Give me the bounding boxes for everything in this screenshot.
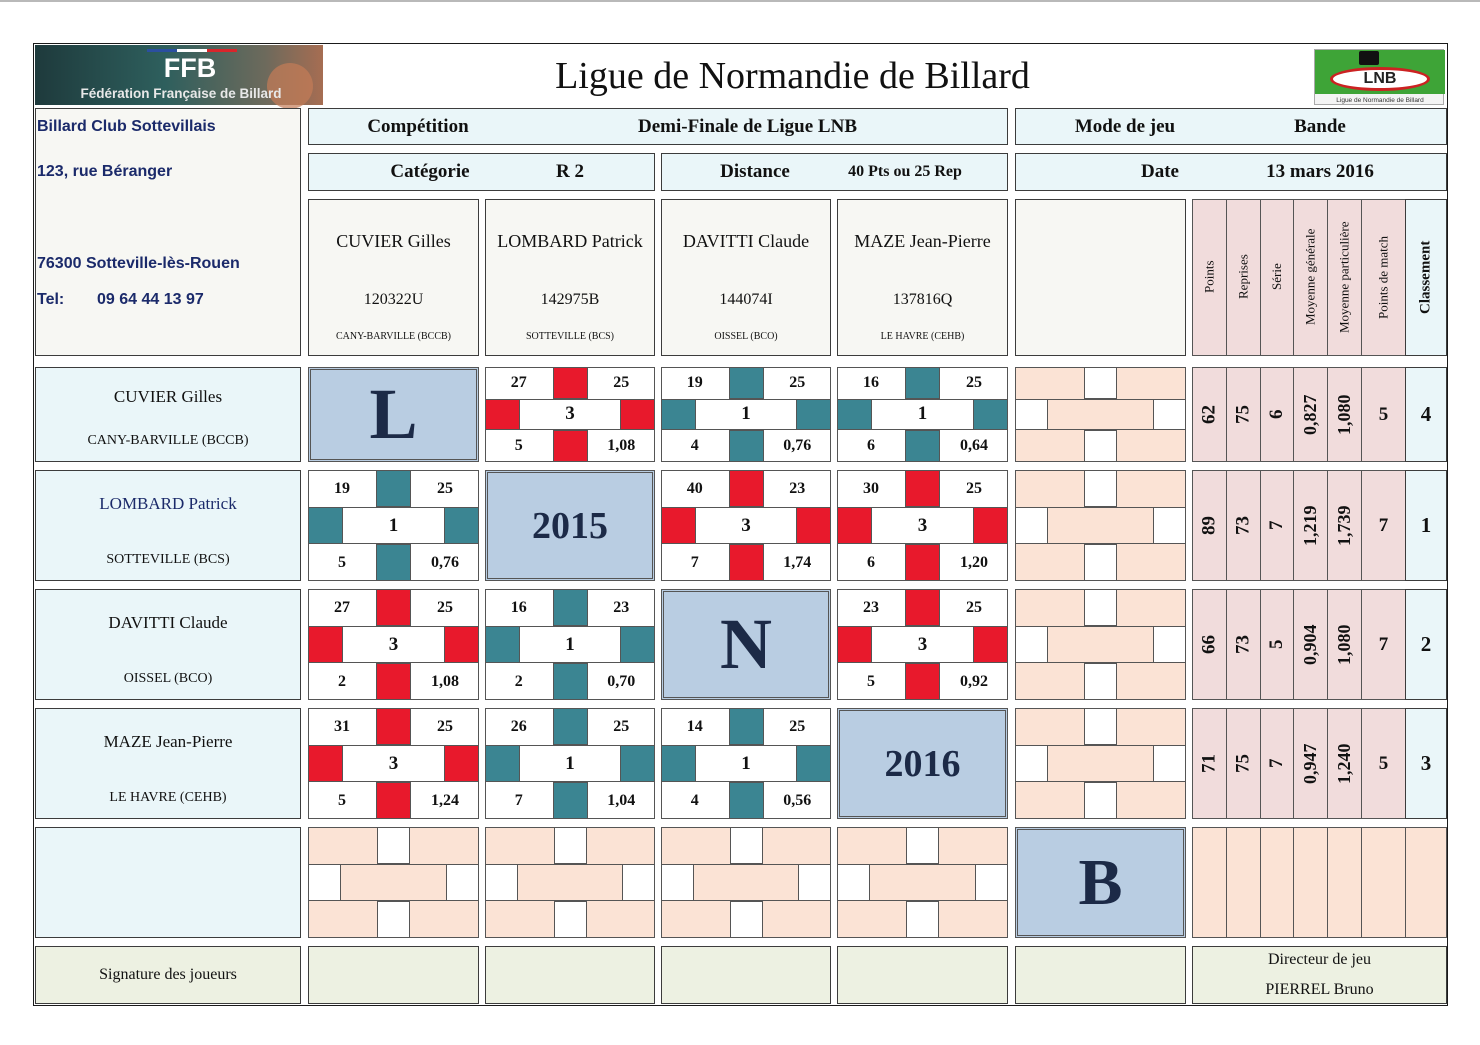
match-color-square — [729, 544, 764, 581]
match-moyenne: 0,64 — [960, 437, 988, 455]
page-title: Ligue de Normandie de Billard — [555, 55, 1030, 97]
match-color-square — [553, 663, 588, 700]
match-moyenne: 1,74 — [783, 553, 812, 571]
match-moyenne: 0,76 — [431, 553, 459, 571]
player-header-club: CANY-BARVILLE (BCCB) — [335, 330, 452, 342]
distance-label: Distance — [720, 161, 790, 182]
match-points: 14 — [686, 717, 703, 735]
top-rule — [0, 0, 1480, 2]
diagonal-marker: 2015 — [485, 470, 655, 581]
empty-peach-cell-square — [730, 901, 763, 938]
stat-reprises: 75 — [1232, 754, 1254, 773]
stat-header-points-de-match: Points de match — [1375, 235, 1391, 319]
match-reprises: 25 — [966, 479, 982, 497]
match-serie: 6 — [867, 437, 875, 455]
match-serie: 7 — [514, 791, 523, 809]
player-header-name: MAZE Jean-Pierre — [854, 230, 991, 251]
stat-serie: 7 — [1266, 758, 1287, 769]
stat-classement: 1 — [1420, 513, 1432, 537]
stat-points: 62 — [1198, 405, 1220, 424]
empty-peach-cell-square — [1084, 663, 1117, 700]
match-color-square — [905, 544, 940, 581]
stat-points-de-match: 7 — [1378, 514, 1389, 536]
stat-empty-cell — [1293, 827, 1328, 938]
empty-peach-cell-square — [1084, 708, 1117, 745]
match-serie: 5 — [338, 791, 346, 809]
match-reprises: 25 — [966, 598, 982, 616]
match-reprises: 25 — [613, 373, 630, 391]
match-color-square — [905, 589, 940, 626]
stat-classement: 3 — [1420, 751, 1432, 775]
empty-peach-cell-square — [377, 827, 410, 864]
empty-peach-cell-square — [906, 901, 939, 938]
stat-header-points: Points — [1201, 260, 1217, 294]
match-moyenne: 0,92 — [960, 672, 988, 690]
match-points: 27 — [334, 598, 350, 616]
director-name: PIERREL Bruno — [1265, 981, 1374, 998]
stat-moyenne-generale: 0,827 — [1300, 394, 1320, 435]
signature-label: Signature des joueurs — [99, 966, 237, 983]
competition-value: Demi-Finale de Ligue LNB — [637, 115, 858, 137]
match-color-square — [376, 589, 411, 626]
match-reprises: 23 — [789, 479, 806, 497]
match-serie: 4 — [690, 437, 699, 455]
stat-points: 89 — [1198, 516, 1220, 535]
player-header-club: OISSEL (BCO) — [714, 330, 778, 342]
match-points: 26 — [510, 717, 527, 735]
match-points: 19 — [334, 479, 350, 497]
match-moyenne: 0,56 — [783, 791, 812, 809]
club-box — [35, 108, 301, 356]
empty-peach-cell-square — [554, 901, 587, 938]
match-color-square — [729, 708, 764, 745]
empty-peach-cell-line — [661, 864, 831, 901]
director-label: Directeur de jeu — [1267, 951, 1372, 968]
signature-box[interactable] — [1015, 946, 1186, 1004]
stat-empty-cell — [1260, 827, 1294, 938]
ffb-logo-subtitle: Fédération Française de Billard — [80, 85, 282, 101]
match-points-de-match: 3 — [388, 752, 399, 774]
match-color-square — [376, 470, 411, 507]
lnb-logo-acronym: LNB — [1363, 70, 1397, 87]
mode-label: Mode de jeu — [1074, 115, 1176, 137]
stat-reprises: 73 — [1232, 635, 1254, 654]
match-points: 27 — [510, 373, 527, 391]
stat-points-de-match: 5 — [1378, 403, 1389, 425]
match-serie: 6 — [867, 553, 875, 571]
player-header-license: 144074I — [719, 291, 773, 308]
stat-moyenne-generale: 0,947 — [1300, 743, 1320, 784]
player-header-name: CUVIER Gilles — [336, 230, 451, 251]
match-serie: 5 — [867, 672, 875, 690]
signature-box[interactable] — [485, 946, 655, 1004]
empty-peach-cell-square — [1084, 430, 1117, 462]
empty-peach-cell-square — [554, 827, 587, 864]
match-color-square — [905, 367, 940, 399]
stat-classement: 4 — [1420, 402, 1432, 426]
match-points-de-match: 1 — [917, 403, 928, 425]
empty-peach-cell-square — [377, 901, 410, 938]
player-header-name: LOMBARD Patrick — [497, 230, 643, 251]
match-serie: 2 — [338, 672, 346, 690]
signature-box[interactable] — [308, 946, 479, 1004]
match-points: 40 — [686, 479, 703, 497]
empty-peach-cell-line — [1015, 626, 1186, 663]
player-header-license: 120322U — [363, 291, 424, 308]
player-header-club: LE HAVRE (CEHB) — [880, 330, 965, 342]
match-color-square — [553, 430, 588, 462]
stat-moyenne-particuliere: 1,080 — [1334, 624, 1354, 665]
stat-moyenne-generale: 0,904 — [1300, 624, 1320, 665]
row-player-club: CANY-BARVILLE (BCCB) — [87, 433, 249, 448]
row-player-name: DAVITTI Claude — [108, 613, 228, 632]
stat-empty-cell — [1192, 827, 1227, 938]
signature-box[interactable] — [661, 946, 831, 1004]
stat-empty-cell — [1405, 827, 1447, 938]
match-color-square — [729, 782, 764, 819]
empty-peach-cell-square — [1084, 470, 1117, 507]
club-street: 123, rue Béranger — [37, 163, 173, 180]
match-serie: 4 — [690, 791, 699, 809]
competition-label: Compétition — [367, 115, 469, 137]
club-tel: 09 64 44 13 97 — [97, 291, 204, 308]
empty-peach-cell-square — [1084, 589, 1117, 626]
match-color-square — [376, 544, 411, 581]
signature-box[interactable] — [837, 946, 1008, 1004]
row-player-name: LOMBARD Patrick — [99, 494, 237, 513]
match-points-de-match: 1 — [741, 752, 751, 774]
stat-reprises: 73 — [1232, 516, 1254, 535]
match-color-square — [376, 708, 411, 745]
empty-peach-cell-line — [1015, 745, 1186, 782]
category-label: Catégorie — [390, 161, 470, 182]
match-color-square — [553, 708, 588, 745]
match-points-de-match: 1 — [565, 633, 575, 655]
empty-peach-cell-square — [1084, 544, 1117, 581]
stat-moyenne-particuliere: 1,080 — [1334, 394, 1354, 435]
row-player-club: OISSEL (BCO) — [123, 671, 213, 686]
stat-header-reprises: Reprises — [1235, 254, 1251, 300]
player-header-empty — [1015, 199, 1186, 356]
match-reprises: 25 — [437, 479, 453, 497]
match-moyenne: 1,04 — [607, 791, 636, 809]
match-reprises: 25 — [437, 598, 453, 616]
stat-moyenne-generale: 1,219 — [1300, 505, 1320, 546]
match-color-square — [553, 589, 588, 626]
match-reprises: 25 — [613, 717, 630, 735]
match-points-de-match: 3 — [741, 514, 751, 536]
match-points: 16 — [863, 373, 879, 391]
ffb-logo — [35, 45, 323, 105]
match-color-square — [553, 782, 588, 819]
row-player-club: SOTTEVILLE (BCS) — [106, 552, 230, 567]
match-points-de-match: 1 — [741, 403, 751, 425]
stat-points-de-match: 7 — [1378, 633, 1389, 655]
stat-serie: 7 — [1266, 520, 1287, 531]
match-points: 19 — [686, 373, 703, 391]
player-header-license: 137816Q — [892, 291, 953, 308]
stat-empty-cell — [1327, 827, 1362, 938]
match-color-square — [905, 430, 940, 462]
match-color-square — [729, 367, 764, 399]
category-value: R 2 — [556, 161, 584, 182]
stat-moyenne-particuliere: 1,240 — [1334, 743, 1354, 784]
distance-value: 40 Pts ou 25 Rep — [848, 163, 962, 180]
row-player-name: MAZE Jean-Pierre — [103, 732, 233, 751]
stat-reprises: 75 — [1232, 405, 1254, 424]
stat-points-de-match: 5 — [1378, 752, 1389, 774]
stat-empty-cell — [1226, 827, 1261, 938]
match-moyenne: 1,20 — [960, 553, 988, 571]
lnb-logo — [1314, 49, 1444, 105]
diagonal-marker: N — [661, 589, 831, 700]
empty-peach-cell-square — [730, 827, 763, 864]
empty-peach-cell-line — [1015, 507, 1186, 544]
stat-classement: 2 — [1420, 632, 1432, 656]
match-color-square — [553, 367, 588, 399]
empty-peach-cell-line — [1015, 399, 1186, 431]
match-serie: 2 — [514, 672, 523, 690]
match-points-de-match: 3 — [388, 633, 399, 655]
match-moyenne: 1,24 — [431, 791, 459, 809]
stat-points: 66 — [1198, 635, 1220, 654]
match-color-square — [376, 782, 411, 819]
lnb-logo-subtitle: Ligue de Normandie de Billard — [1336, 96, 1424, 104]
match-points-de-match: 1 — [565, 752, 575, 774]
match-points-de-match: 3 — [565, 403, 575, 425]
stat-header-serie: Série — [1269, 263, 1284, 291]
date-label: Date — [1141, 161, 1179, 182]
stat-serie: 5 — [1266, 639, 1287, 650]
player-header-license: 142975B — [540, 291, 600, 308]
match-points: 31 — [334, 717, 350, 735]
club-name: Billard Club Sottevillais — [37, 118, 216, 135]
diagonal-marker: B — [1015, 827, 1186, 938]
stat-points: 71 — [1198, 754, 1220, 773]
stat-header-classement: Classement — [1417, 240, 1434, 314]
player-header-club: SOTTEVILLE (BCS) — [525, 330, 615, 342]
match-points: 30 — [863, 479, 879, 497]
stat-header-moyenne-particuliere: Moyenne particulière — [1336, 221, 1352, 333]
club-city: 76300 Sotteville-lès-Rouen — [37, 255, 240, 272]
empty-peach-cell-line — [837, 864, 1008, 901]
match-points-de-match: 3 — [917, 633, 928, 655]
stat-empty-cell — [1361, 827, 1406, 938]
match-serie: 7 — [690, 553, 699, 571]
diagonal-marker: L — [308, 367, 479, 462]
match-points-de-match: 1 — [388, 514, 399, 536]
empty-peach-cell-square — [1084, 367, 1117, 399]
stat-serie: 6 — [1266, 409, 1287, 420]
empty-peach-cell-square — [906, 827, 939, 864]
date-value: 13 mars 2016 — [1266, 161, 1374, 182]
player-header-name: DAVITTI Claude — [682, 230, 810, 251]
club-tel-label: Tel: — [37, 291, 65, 308]
match-points: 16 — [510, 598, 527, 616]
match-reprises: 23 — [613, 598, 630, 616]
match-color-square — [729, 470, 764, 507]
match-color-square — [729, 430, 764, 462]
match-reprises: 25 — [789, 717, 806, 735]
empty-peach-cell-line — [308, 864, 479, 901]
row-player-club: LE HAVRE (CEHB) — [109, 790, 227, 805]
row-empty-box — [35, 827, 301, 938]
match-serie: 5 — [514, 437, 523, 455]
match-color-square — [905, 470, 940, 507]
match-moyenne: 0,76 — [783, 437, 812, 455]
match-points-de-match: 3 — [917, 514, 928, 536]
match-moyenne: 1,08 — [607, 437, 636, 455]
row-player-name: CUVIER Gilles — [113, 387, 223, 406]
match-reprises: 25 — [789, 373, 806, 391]
match-moyenne: 0,70 — [607, 672, 636, 690]
match-reprises: 25 — [966, 373, 982, 391]
match-color-square — [376, 663, 411, 700]
ffb-logo-acronym: FFB — [163, 52, 217, 83]
diagonal-marker: 2016 — [837, 708, 1008, 819]
match-points: 23 — [863, 598, 879, 616]
match-reprises: 25 — [437, 717, 453, 735]
empty-peach-cell-line — [485, 864, 655, 901]
match-serie: 5 — [338, 553, 346, 571]
match-moyenne: 1,08 — [431, 672, 459, 690]
empty-peach-cell-square — [1084, 782, 1117, 819]
stat-moyenne-particuliere: 1,739 — [1334, 505, 1354, 546]
stat-header-moyenne-generale: Moyenne générale — [1302, 228, 1318, 326]
mode-value: Bande — [1294, 115, 1346, 137]
match-color-square — [905, 663, 940, 700]
